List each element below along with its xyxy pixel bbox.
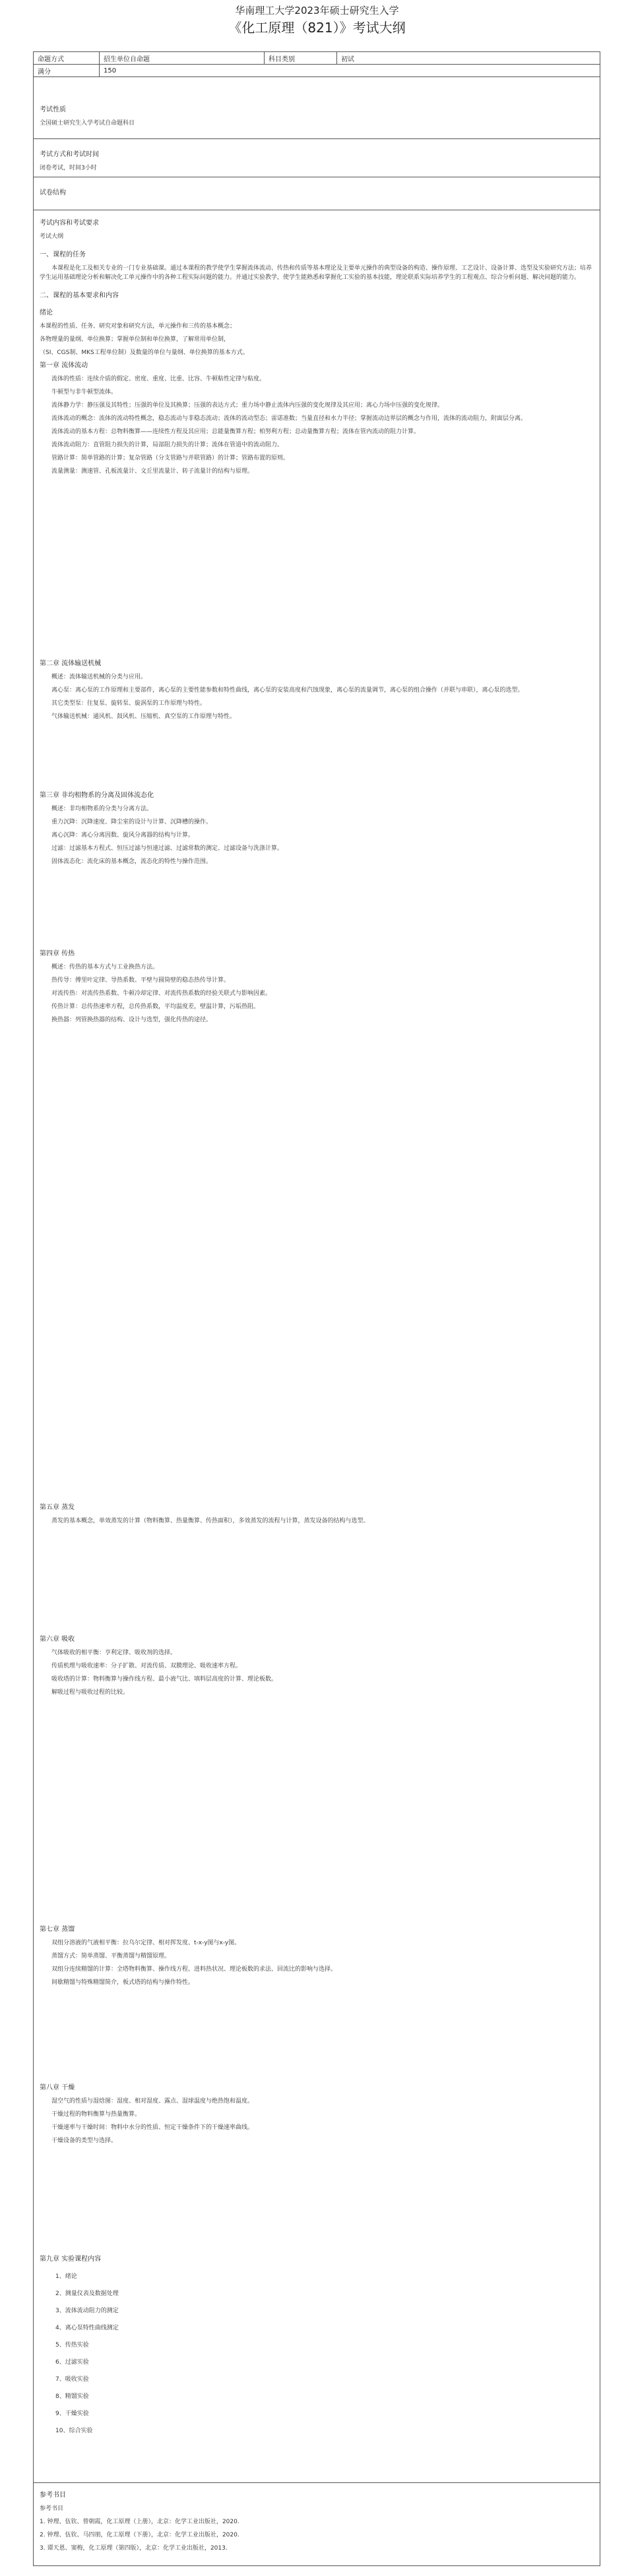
list-item: 8、精馏实验 xyxy=(55,2393,89,2400)
chapter-text: 换热器：列管换热器的结构、设计与选型，强化传热的途径。 xyxy=(51,1017,212,1023)
structure-section xyxy=(40,189,592,202)
chapter-title: 第六章 吸收 xyxy=(40,1636,75,1643)
chapter-text: 流体的性质：连续介质的假定、密度、重度、比重、比容、牛顿粘性定律与粘度。 xyxy=(51,376,266,382)
list-item: 5、传热实验 xyxy=(55,2342,89,2349)
list-item: 4、离心泵特性曲线测定 xyxy=(55,2325,119,2331)
chapter-2 xyxy=(40,659,592,725)
scope-title: 考试性质 xyxy=(40,106,66,113)
scope-section xyxy=(40,105,592,132)
chapter-text: 干燥过程的物料衡算与热量衡算。 xyxy=(51,2111,141,2118)
chapter-text: 干燥设备的类型与选择。 xyxy=(51,2138,117,2144)
section-1-title: 一、课程的任务 xyxy=(40,251,86,258)
score-value: 150 xyxy=(100,65,600,77)
chapter-title: 第四章 传热 xyxy=(40,950,75,957)
intro-text: 各物理量的量纲、单位换算；掌握单位制和单位换算，了解常用单位制， xyxy=(40,336,230,343)
intro-text: 本课程的性质、任务、研究对象和研究方法，单元操作和三传的基本概念； xyxy=(40,323,236,330)
chapter-text: 蒸馏方式：简单蒸馏、平衡蒸馏与精馏原理。 xyxy=(51,1953,171,1960)
chapter-text: 流体流动的基本方程：总物料衡算——连续性方程及其应用；总能量衡算方程；柏努利方程；总动量衡算方程；流体在管内流动的阻力计算。 xyxy=(51,429,420,435)
chapter-text: 气体吸收的相平衡：亨利定律、吸收剂的选择。 xyxy=(51,1650,177,1656)
content-section xyxy=(40,219,592,480)
chapter-text: 概述：非均相物系的分类与分离方法。 xyxy=(51,806,153,812)
chapter-text: 过滤：过滤基本方程式、恒压过滤与恒速过滤、过滤常数的测定、过滤设备与洗涤计算。 xyxy=(51,845,284,852)
chapter-text: 传质机理与吸收速率：分子扩散、对流传质、双膜理论、吸收速率方程。 xyxy=(51,1663,242,1669)
chapter-8 xyxy=(40,2083,592,2149)
chapter-title: 第九章 实验课程内容 xyxy=(40,2256,102,2263)
chapter-text: 气体输送机械：通风机、鼓风机、压缩机、真空泵的工作原理与特性。 xyxy=(51,713,236,720)
chapter-text: 概述：传热的基本方式与工业换热方法。 xyxy=(51,964,159,971)
scope-text: 全国硕士研究生入学考试自命题科目 xyxy=(40,120,135,127)
chapter-text: 双组分溶液的气液相平衡：拉乌尔定律、相对挥发度、t-x-y图与x-y图。 xyxy=(51,1940,241,1946)
info-table xyxy=(33,51,600,77)
list-item: 10、综合实验 xyxy=(55,2428,93,2434)
content-title: 考试内容和考试要求 xyxy=(40,220,99,227)
format-text: 闭卷考试，时间3小时 xyxy=(40,165,97,171)
chapter-text: 热传导：傅里叶定律、导热系数、平壁与圆筒壁的稳态热传导计算。 xyxy=(51,977,230,984)
ref-item: 2. 钟理、伍钦、马四朋，化工原理（下册），北京：化学工业出版社，2020. xyxy=(40,2532,239,2538)
divider xyxy=(33,138,600,139)
page-title: 《化工原理（821）》考试大纲 xyxy=(228,20,406,36)
refs-subtitle: 参考书目 xyxy=(40,2505,64,2512)
prop-label: 命题方式 xyxy=(34,52,100,65)
chapter-text: 牛顿型与非牛顿型流体。 xyxy=(51,389,117,396)
chapter-text: 湿空气的性质与湿焓图：湿度、相对湿度、露点、湿球温度与绝热饱和温度。 xyxy=(51,2098,254,2105)
chapter-text: 管路计算：简单管路的计算；复杂管路（分支管路与并联管路）的计算；管路布置的原则。 xyxy=(51,455,290,462)
chapter-text: 吸收塔的计算：物料衡算与操作线方程、最小液气比、填料层高度的计算、理论板数。 xyxy=(51,1676,278,1683)
chapter-title: 第八章 干燥 xyxy=(40,2084,75,2091)
subject-value: 初试 xyxy=(337,52,600,65)
score-label: 满分 xyxy=(34,65,100,77)
chapter-text: 固体流态化：流化床的基本概念，流态化的特性与操作范围。 xyxy=(51,858,212,865)
chapter-title: 第七章 蒸馏 xyxy=(40,1926,75,1933)
format-section xyxy=(40,150,592,177)
chapter-7 xyxy=(40,1925,592,1991)
chapter-9 xyxy=(40,2255,592,2440)
chapter-text: 概述：流体输送机械的分类与应用。 xyxy=(51,674,147,680)
chapter-3 xyxy=(40,791,592,870)
refs-section xyxy=(40,2491,592,2557)
chapter-text: 蒸发的基本概念，单效蒸发的计算（物料衡算、热量衡算、传热面积），多效蒸发的流程与计算，蒸发设备的结构与选型。 xyxy=(51,1518,369,1524)
list-item: 3、流体流动阻力的测定 xyxy=(55,2308,119,2314)
chapter-text: 流体流动阻力：直管阻力损失的计算，局部阻力损失的计算；流体在管道中的流动阻力。 xyxy=(51,442,284,448)
chapter-text: 流体流动的概念：流体的流动特性概念，稳态流动与非稳态流动；流体的流动型态；雷诺准数；当量直径和水力半径；掌握流动边界层的概念与作用，流体的流动阻力，附面层分离。 xyxy=(51,415,527,422)
structure-title: 试卷结构 xyxy=(40,189,66,196)
chapter-text: 对流传热：对流传热系数、牛顿冷却定律、对流传热系数的经验关联式与影响因素。 xyxy=(51,990,272,997)
list-item: 6、过滤实验 xyxy=(55,2359,89,2366)
chapter-5 xyxy=(40,1503,592,1530)
list-item: 2、测量仪表及数据处理 xyxy=(55,2291,119,2297)
intro-text: （SI、CGS制、MKS工程单位制）及数量的单位与量纲、单位换算的基本方式。 xyxy=(40,349,249,356)
chapter-text: 流体静力学：静压强及其特性；压强的单位及其换算；压强的表达方式；重力场中静止流体内压强的变化规律及其应用；离心力场中压强的变化规律。 xyxy=(51,402,444,409)
chapter-title: 第三章 非均相物系的分离及固体流态化 xyxy=(40,792,154,799)
chapter-text: 间歇精馏与特殊精馏简介，板式塔的结构与操作特性。 xyxy=(51,1979,195,1986)
lab-list xyxy=(40,2268,592,2440)
list-item: 9、干燥实验 xyxy=(55,2411,89,2417)
chapter-text: 离心沉降：离心分离因数、旋风分离器的结构与计算。 xyxy=(51,832,195,839)
chapter-4 xyxy=(40,949,592,1029)
ref-item: 3. 谭天恩、窦梅，化工原理（第四版），北京：化学工业出版社，2013. xyxy=(40,2545,228,2552)
subject-label: 科目类别 xyxy=(265,52,337,65)
chapter-6 xyxy=(40,1635,592,1701)
chapter-text: 其它类型泵：往复泵、旋转泵、旋涡泵的工作原理与特性。 xyxy=(51,700,206,707)
chapter-title: 第五章 蒸发 xyxy=(40,1504,75,1511)
chapter-text: 传热计算：总传热速率方程，总传热系数，平均温度差，壁温计算，污垢热阻。 xyxy=(51,1003,260,1010)
section-2-title: 二、课程的基本要求和内容 xyxy=(40,292,119,299)
chapter-text: 重力沉降：沉降速度、降尘室的设计与计算、沉降槽的操作。 xyxy=(51,819,212,825)
chapter-text: 解吸过程与吸收过程的比较。 xyxy=(51,1689,129,1696)
chapter-text: 离心泵：离心泵的工作原理和主要部件，离心泵的主要性能参数和特性曲线，离心泵的安装高度和汽蚀现象，离心泵的流量调节，离心泵的组合操作（并联与串联），离心泵的选型。 xyxy=(51,687,524,694)
divider xyxy=(33,2482,600,2483)
section-1-text: 本课程是化工及相关专业的一门专业基础课。通过本课程的教学使学生掌握流体流动、传热和传质等基本理论及主要单元操作的典型设备的构造、操作原理、工艺设计、设备计算、选型及实验研究方法；培养学生运用基础理论分析和解决化工单元操作中的各种工程实际问题的能力。并通过实验教学，使学生能熟悉和掌握化工实验的基本技能，理论联系实际培养学生的工程观点、综合分析问题、解决问题的能力。 xyxy=(40,265,592,281)
ref-item: 1. 钟理、伍钦、曾朝霞，化工原理（上册），北京：化学工业出版社，2020. xyxy=(40,2519,239,2525)
chapter-title: 第二章 流体输送机械 xyxy=(40,660,102,667)
format-title: 考试方式和考试时间 xyxy=(40,151,99,158)
list-item: 1、绪论 xyxy=(55,2273,77,2280)
chapter-text: 干燥速率与干燥时间：物料中水分的性质、恒定干燥条件下的干燥速率曲线。 xyxy=(51,2124,254,2131)
chapter-title: 第一章 流体流动 xyxy=(40,362,88,369)
header-line-1: 华南理工大学2023年硕士研究生入学 xyxy=(235,5,399,16)
list-item: 7、吸收实验 xyxy=(55,2376,89,2383)
chapter-text: 流量测量：测速管、孔板流量计、文丘里流量计、转子流量计的结构与原理。 xyxy=(51,468,254,475)
chapter-text: 双组分连续精馏的计算：全塔物料衡算、操作线方程、进料热状况、理论板数的求法、回流比的影响与选择。 xyxy=(51,1966,337,1973)
intro-title: 绪论 xyxy=(40,309,53,316)
refs-title: 参考书目 xyxy=(40,2492,66,2499)
content-outline: 考试大纲 xyxy=(40,233,64,240)
prop-value: 招生单位自命题 xyxy=(100,52,265,65)
